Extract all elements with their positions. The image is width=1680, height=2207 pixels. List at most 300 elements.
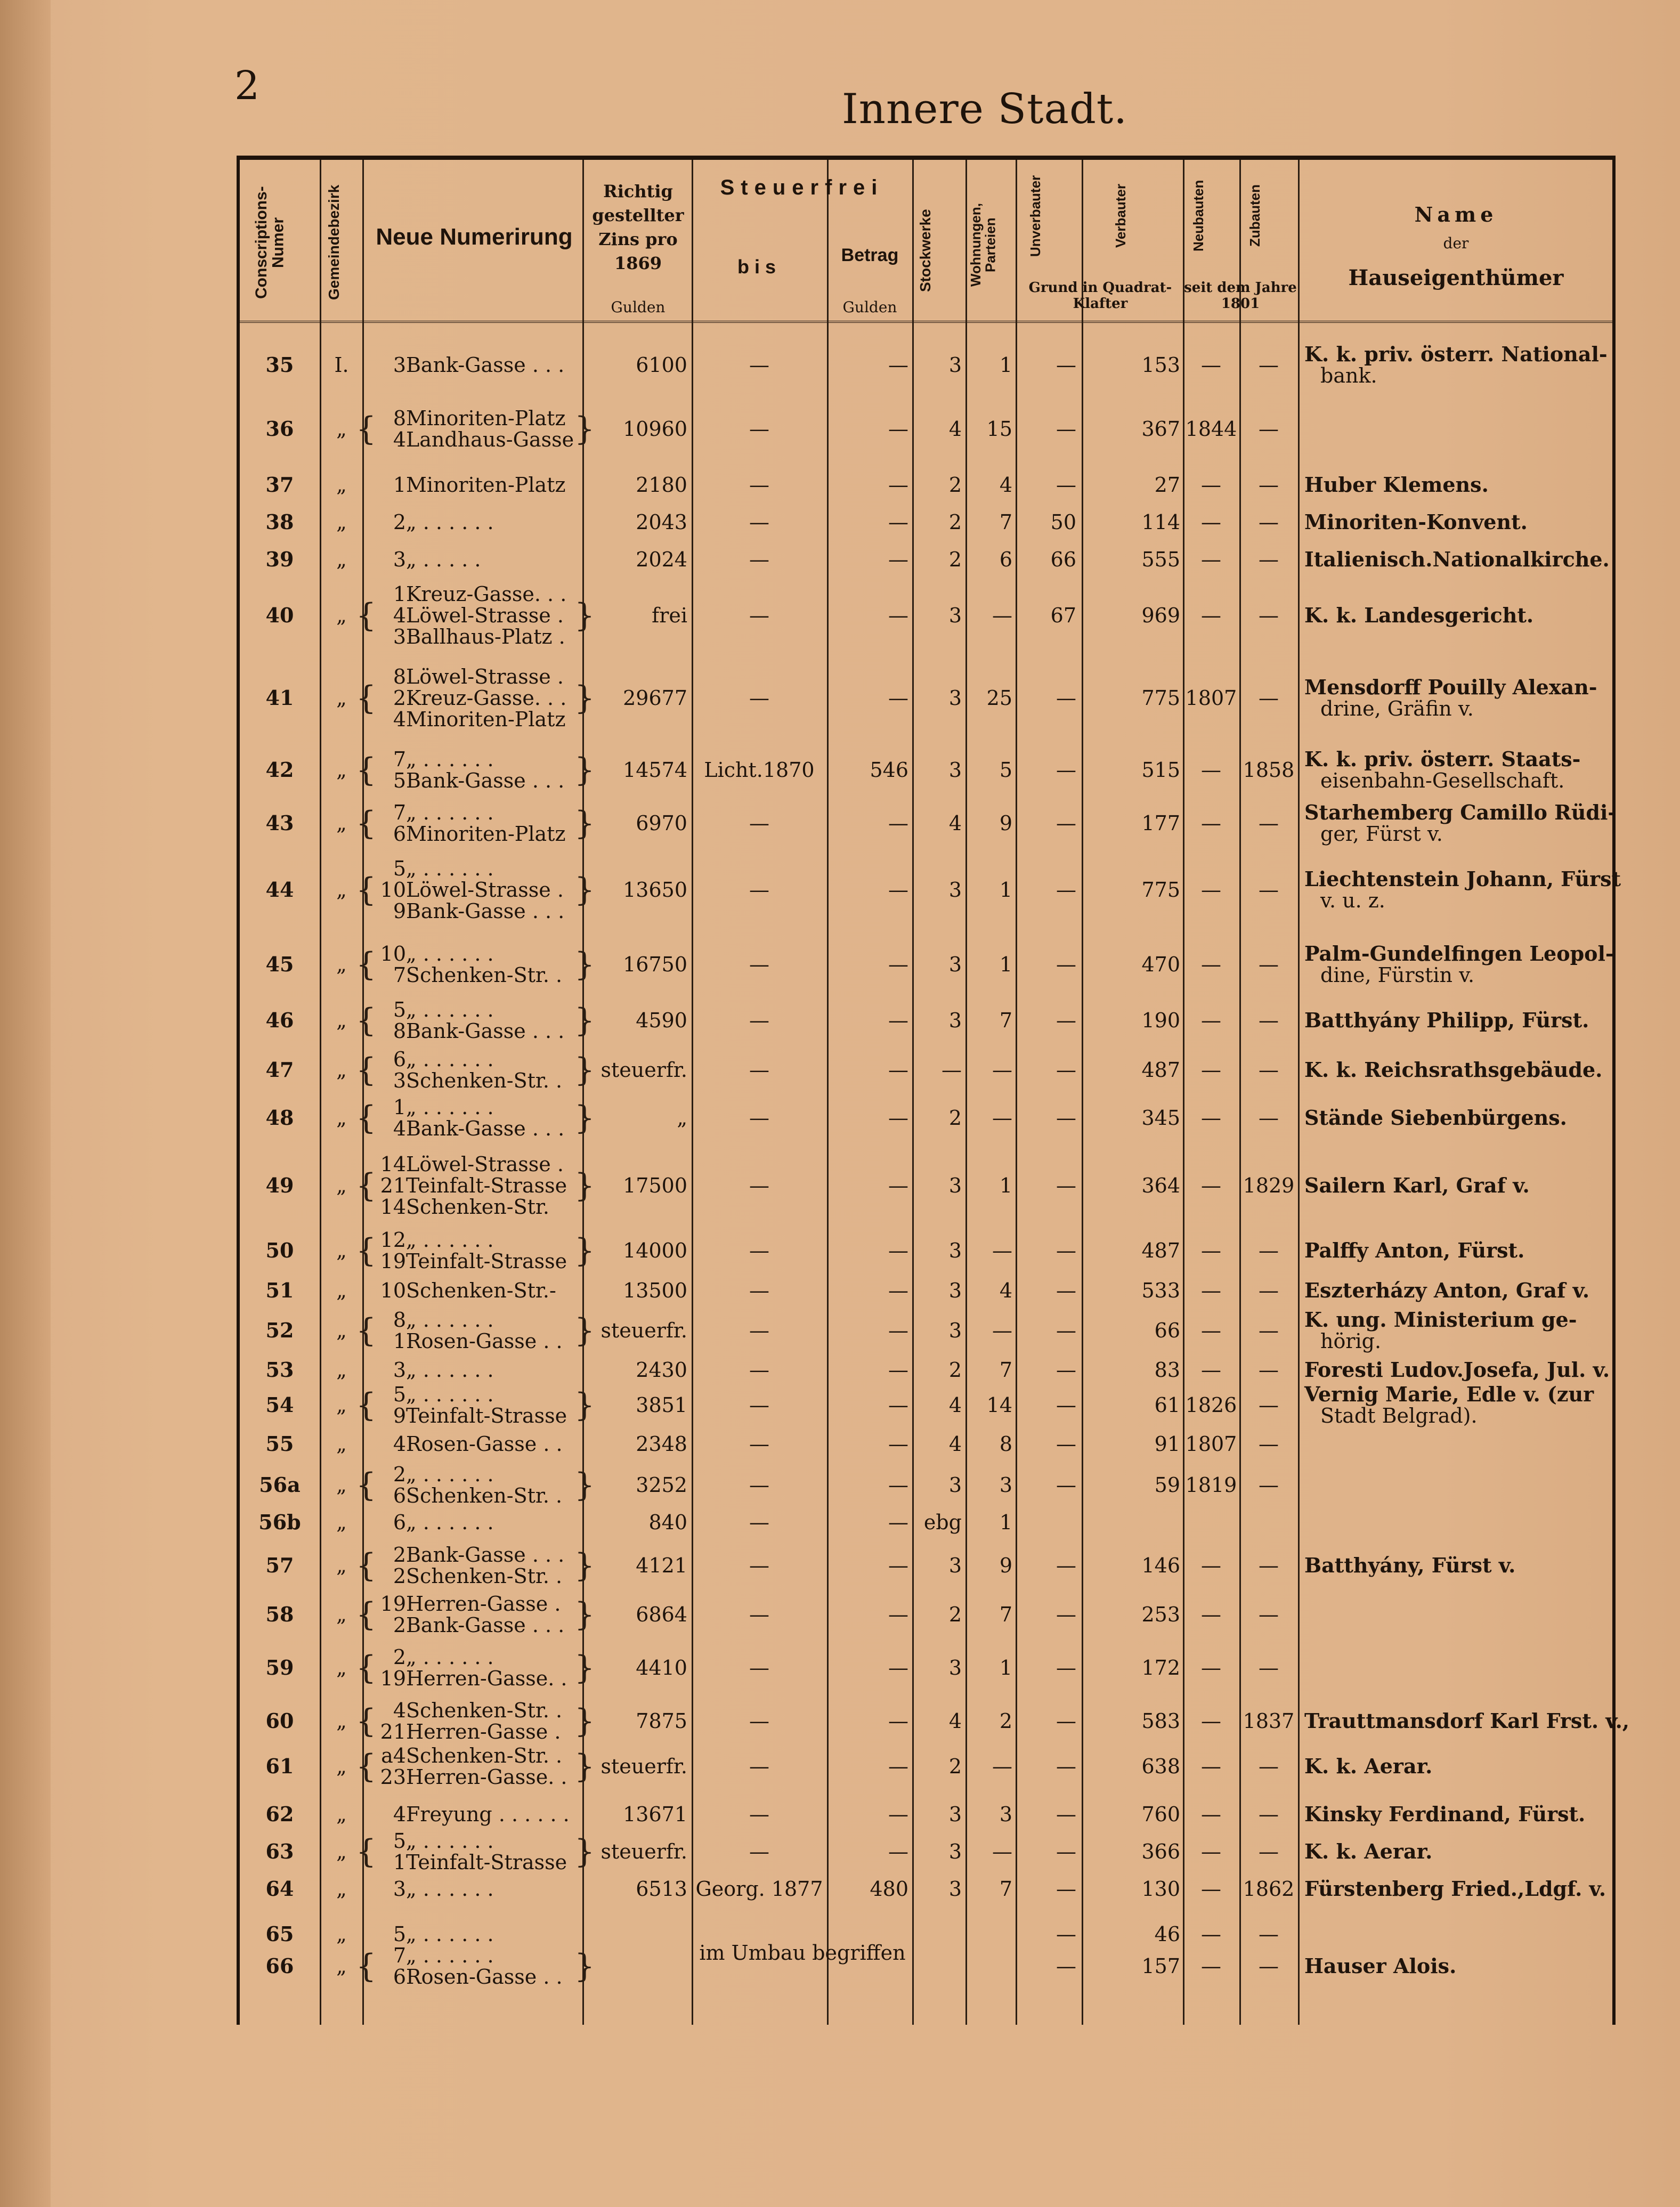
row-house-number: 6 (393, 822, 406, 846)
row-street: Schenken-Str. . (406, 1744, 563, 1767)
row-owner-name: K. k. priv. österr. National- (1304, 342, 1608, 366)
row-new-building: — (1201, 1319, 1221, 1342)
row-undeveloped: — (1056, 1058, 1076, 1082)
row-street: Herren-Gasse. . (406, 1765, 567, 1789)
row-conscription-no: 64 (265, 1877, 294, 1901)
row-taxfree-until: — (749, 1656, 769, 1679)
header-rent-3: Zins pro (598, 229, 678, 249)
row-street: Minoriten-Platz (406, 822, 566, 846)
row-developed: 487 (1141, 1058, 1180, 1082)
row-street: „ . . . . . . (406, 942, 494, 965)
row-addition: — (1259, 1603, 1279, 1626)
brace-mark: } (574, 1232, 595, 1269)
row-taxfree-amount: — (888, 1511, 908, 1534)
row-rent: 10960 (623, 417, 687, 441)
row-apartments: 1 (999, 1174, 1012, 1197)
row-addition: — (1259, 473, 1279, 497)
row-house-number: 14 (380, 1195, 406, 1219)
row-street: Kreuz-Gasse. . . (406, 686, 567, 710)
row-new-building: — (1201, 1840, 1221, 1863)
row-rent: 6970 (636, 812, 687, 835)
row-owner-name: K. k. Reichsrathsgebäude. (1304, 1058, 1603, 1082)
row-floors: 3 (948, 1656, 962, 1679)
row-house-number: 9 (393, 899, 406, 923)
row-addition: — (1259, 1554, 1279, 1577)
row-conscription-no: 55 (265, 1432, 294, 1456)
row-conscription-no: 56a (259, 1473, 301, 1497)
header-since-unit: seit dem Jahre 1801 (1184, 280, 1297, 312)
row-new-building: — (1201, 1009, 1221, 1032)
row-rent: 13650 (623, 878, 687, 902)
row-taxfree-until: Licht.1870 (704, 758, 815, 782)
row-house-number: 8 (393, 1308, 406, 1332)
header-apartments: Wohnungen, Parteien (968, 203, 999, 287)
row-developed: 533 (1141, 1279, 1180, 1302)
row-house-number: 21 (380, 1174, 406, 1197)
row-new-building: — (1201, 1656, 1221, 1679)
row-street: Schenken-Str. . (406, 1484, 563, 1507)
header-amount-unit: Gulden (842, 298, 897, 316)
row-rent: 6864 (636, 1603, 687, 1626)
row-taxfree-until: — (749, 1554, 769, 1577)
row-street: Löwel-Strasse . (406, 878, 564, 902)
row-taxfree-until: — (749, 1803, 769, 1826)
header-owner-3: Hauseigenthümer (1348, 265, 1564, 290)
row-floors: 2 (948, 548, 962, 571)
row-new-building: 1826 (1185, 1393, 1237, 1417)
row-developed: 114 (1141, 510, 1180, 534)
row-house-number: 8 (393, 407, 406, 430)
row-district: „ (336, 1009, 347, 1032)
row-owner-name: Foresti Ludov.Josefa, Jul. v. (1304, 1358, 1610, 1382)
row-addition: — (1259, 686, 1279, 710)
row-new-building: — (1201, 1954, 1221, 1978)
row-conscription-no: 56b (258, 1510, 301, 1534)
row-house-number: 3 (393, 548, 406, 571)
row-street: „ . . . . . . (406, 1511, 494, 1534)
row-house-number: 2 (393, 1463, 406, 1486)
row-new-building: — (1201, 548, 1221, 571)
row-house-number: 7 (393, 963, 406, 987)
row-conscription-no: 44 (265, 878, 294, 902)
column-rule (912, 160, 914, 2025)
brace-mark: } (574, 1167, 595, 1204)
row-house-number: 19 (380, 1249, 406, 1273)
brace-mark: { (356, 1167, 377, 1204)
row-house-number: 5 (393, 998, 406, 1021)
row-district: I. (334, 353, 349, 377)
row-street: Schenken-Str. (406, 1195, 549, 1219)
row-house-number: 4 (393, 604, 406, 627)
row-new-building: — (1201, 1877, 1221, 1901)
row-floors: ebg (923, 1511, 962, 1534)
row-addition: — (1259, 1473, 1279, 1497)
row-rent: „ (677, 1106, 687, 1130)
brace-mark: { (356, 679, 377, 717)
rebuild-note: im Umbau begriffen (699, 1941, 906, 1965)
row-house-number: 4 (393, 1699, 406, 1722)
row-taxfree-until: — (749, 1840, 769, 1863)
row-addition: — (1259, 548, 1279, 571)
row-street: Löwel-Strasse . (406, 1153, 564, 1176)
row-new-building: — (1201, 510, 1221, 534)
row-owner-name: eisenbahn-Gesellschaft. (1320, 769, 1565, 792)
row-apartments: 2 (999, 1709, 1012, 1733)
row-conscription-no: 39 (265, 547, 294, 571)
row-floors: 3 (948, 353, 962, 377)
row-addition: — (1259, 1058, 1279, 1082)
header-new-numbering: Neue Numerirung (376, 224, 573, 250)
row-new-building: — (1201, 1603, 1221, 1626)
brace-mark: } (574, 1466, 595, 1504)
row-house-number: 2 (393, 1543, 406, 1567)
row-street: „ . . . . . . (406, 748, 494, 771)
row-developed: 253 (1141, 1603, 1180, 1626)
row-developed: 59 (1154, 1473, 1180, 1497)
row-apartments: 1 (999, 1656, 1012, 1679)
row-addition: — (1259, 1954, 1279, 1978)
row-street: „ . . . . . . (406, 510, 494, 534)
brace-mark: } (574, 1547, 595, 1584)
brace-mark: } (574, 871, 595, 908)
row-apartments: 4 (999, 1279, 1012, 1302)
row-addition: — (1259, 1922, 1279, 1946)
row-district: „ (336, 417, 347, 441)
row-rent: 6513 (636, 1877, 687, 1901)
row-developed: 775 (1141, 878, 1180, 902)
row-taxfree-amount: — (888, 353, 908, 377)
row-street: Schenken-Str. . (406, 963, 563, 987)
row-owner-name: Hauser Alois. (1304, 1954, 1457, 1978)
header-until: bis (737, 256, 781, 278)
row-floors: 2 (948, 510, 962, 534)
row-house-number: 3 (393, 1877, 406, 1901)
row-apartments: 1 (999, 878, 1012, 902)
row-taxfree-until: — (749, 1358, 769, 1382)
row-rent: 14574 (623, 758, 687, 782)
brace-mark: } (574, 410, 595, 448)
row-street: Rosen-Gasse . . (406, 1329, 563, 1353)
row-apartments: 6 (999, 548, 1012, 571)
row-floors: 2 (948, 1358, 962, 1382)
row-district: „ (336, 812, 347, 835)
row-taxfree-until: — (749, 1709, 769, 1733)
row-apartments: 9 (999, 812, 1012, 835)
row-street: „ . . . . . . (406, 998, 494, 1021)
brace-mark: } (574, 1051, 595, 1089)
row-undeveloped: 67 (1050, 604, 1076, 627)
brace-mark: } (574, 751, 595, 789)
header-land-unit: Grund in Quadrat-Klafter (1028, 280, 1172, 312)
row-developed: 366 (1141, 1840, 1180, 1863)
row-rent: steuerfr. (600, 1058, 687, 1082)
header-owner-1: Name (1414, 202, 1498, 226)
row-owner-name: Liechtenstein Johann, Fürst (1304, 867, 1621, 891)
row-developed: 83 (1154, 1358, 1180, 1382)
row-addition: — (1259, 1009, 1279, 1032)
row-addition: — (1259, 1803, 1279, 1826)
row-new-building: — (1201, 1803, 1221, 1826)
row-addition: 1829 (1243, 1174, 1295, 1197)
row-undeveloped: — (1056, 1279, 1076, 1302)
row-developed: 969 (1141, 604, 1180, 627)
header-amount: Betrag (841, 245, 899, 265)
row-taxfree-amount: — (888, 1840, 908, 1863)
row-undeveloped: — (1056, 1393, 1076, 1417)
row-district: „ (336, 953, 347, 976)
row-street: „ . . . . . . (406, 1228, 494, 1252)
row-new-building: — (1201, 1174, 1221, 1197)
row-taxfree-until: — (749, 1603, 769, 1626)
row-street: „ . . . . . . (406, 1645, 494, 1669)
row-conscription-no: 47 (265, 1058, 294, 1082)
row-undeveloped: — (1056, 1877, 1076, 1901)
row-addition: — (1259, 604, 1279, 627)
row-floors: — (942, 1058, 962, 1082)
row-floors: 4 (948, 812, 962, 835)
row-floors: 3 (948, 1279, 962, 1302)
row-conscription-no: 63 (265, 1839, 294, 1863)
row-street: „ . . . . . . (406, 1358, 494, 1382)
row-new-building: — (1201, 1755, 1221, 1778)
row-conscription-no: 51 (265, 1278, 294, 1302)
row-rent: steuerfr. (600, 1319, 687, 1342)
row-house-number: 3 (393, 1358, 406, 1382)
header-conscription: Conscriptions-Numer (253, 186, 287, 299)
row-district: „ (336, 1603, 347, 1626)
row-street: „ . . . . . (406, 548, 481, 571)
row-floors: 2 (948, 473, 962, 497)
row-street: Schenken-Str. . (406, 1699, 563, 1722)
row-addition: 1837 (1243, 1709, 1295, 1733)
row-new-building: — (1201, 604, 1221, 627)
brace-mark: } (574, 805, 595, 842)
row-taxfree-until: — (749, 473, 769, 497)
row-floors: 3 (948, 604, 962, 627)
row-apartments: 7 (999, 1603, 1012, 1626)
row-taxfree-until: — (749, 1432, 769, 1456)
brace-mark: } (574, 1099, 595, 1137)
row-conscription-no: 45 (265, 952, 294, 976)
row-taxfree-until: — (749, 353, 769, 377)
row-rent: 14000 (623, 1239, 687, 1262)
header-additions: Zubauten (1247, 184, 1263, 247)
row-street: Teinfalt-Strasse (406, 1851, 567, 1874)
row-taxfree-until: Georg. 1877 (695, 1877, 823, 1901)
row-taxfree-amount: — (888, 1239, 908, 1262)
brace-mark: { (356, 597, 377, 634)
row-owner-name: Batthyány Philipp, Fürst. (1304, 1008, 1589, 1032)
row-house-number: 19 (380, 1667, 406, 1690)
row-developed: 157 (1141, 1954, 1180, 1978)
row-owner-name: K. k. Aerar. (1304, 1754, 1433, 1778)
row-new-building: — (1201, 878, 1221, 902)
row-district: „ (336, 1174, 347, 1197)
row-new-building: — (1201, 1106, 1221, 1130)
row-new-building: — (1201, 812, 1221, 835)
row-district: „ (336, 1279, 347, 1302)
row-district: „ (336, 1803, 347, 1826)
brace-mark: } (574, 1702, 595, 1740)
row-house-number: 1 (393, 473, 406, 497)
row-conscription-no: 60 (265, 1709, 294, 1733)
row-taxfree-amount: — (888, 1009, 908, 1032)
column-rule (965, 160, 967, 2025)
row-apartments: 4 (999, 473, 1012, 497)
row-district: „ (336, 1656, 347, 1679)
row-street: Bank-Gasse . . . (406, 769, 565, 792)
row-undeveloped: — (1056, 1656, 1076, 1679)
row-district: „ (336, 510, 347, 534)
brace-mark: { (356, 1099, 377, 1137)
column-rule (1082, 160, 1083, 2025)
row-rent: 13671 (623, 1803, 687, 1826)
row-district: „ (336, 1877, 347, 1901)
row-undeveloped: — (1056, 1319, 1076, 1342)
row-street: Bank-Gasse . . . (406, 1117, 565, 1140)
row-apartments: 14 (986, 1393, 1012, 1417)
brace-mark: { (356, 1386, 377, 1424)
row-undeveloped: — (1056, 1922, 1076, 1946)
row-conscription-no: 57 (265, 1553, 294, 1577)
row-apartments: — (992, 1755, 1012, 1778)
row-house-number: 7 (393, 748, 406, 771)
row-street: Herren-Gasse . (406, 1720, 561, 1743)
row-house-number: 5 (393, 769, 406, 792)
row-developed: 27 (1154, 473, 1180, 497)
row-undeveloped: — (1056, 1709, 1076, 1733)
row-floors: 4 (948, 1709, 962, 1733)
row-rent: 4121 (636, 1554, 687, 1577)
row-owner-name: ger, Fürst v. (1320, 822, 1443, 846)
row-house-number: 6 (393, 1048, 406, 1071)
row-developed: 345 (1141, 1106, 1180, 1130)
header-floors: Stockwerke (917, 209, 934, 292)
row-taxfree-amount: — (888, 812, 908, 835)
row-conscription-no: 35 (265, 353, 294, 377)
row-developed: 487 (1141, 1239, 1180, 1262)
row-house-number: 7 (393, 1944, 406, 1967)
row-apartments: 7 (999, 1009, 1012, 1032)
row-district: „ (336, 1358, 347, 1382)
row-house-number: 21 (380, 1720, 406, 1743)
row-street: Teinfalt-Strasse (406, 1174, 567, 1197)
header-district: Gemeindebezirk (326, 184, 342, 301)
row-district: „ (336, 1755, 347, 1778)
row-house-number: 5 (393, 1922, 406, 1946)
row-conscription-no: 37 (265, 473, 294, 497)
row-taxfree-until: — (749, 953, 769, 976)
column-rule (692, 160, 693, 2025)
row-new-building: — (1201, 473, 1221, 497)
row-district: „ (336, 1840, 347, 1863)
row-apartments: — (992, 1239, 1012, 1262)
row-street: Schenken-Str. . (406, 1564, 563, 1588)
row-street: Löwel-Strasse . (406, 665, 564, 688)
row-house-number: 3 (393, 625, 406, 648)
header-new-buildings: Neubauten (1190, 180, 1206, 252)
row-addition: — (1259, 1755, 1279, 1778)
row-district: „ (336, 878, 347, 902)
row-floors: 3 (948, 686, 962, 710)
column-rule (1239, 160, 1241, 2025)
brace-mark: } (574, 1833, 595, 1870)
row-street: Bank-Gasse . . . (406, 353, 565, 377)
row-house-number: 2 (393, 1564, 406, 1588)
row-conscription-no: 61 (265, 1754, 294, 1778)
row-undeveloped: — (1056, 686, 1076, 710)
row-floors: 3 (948, 1877, 962, 1901)
row-district: „ (336, 1511, 347, 1534)
row-taxfree-amount: — (888, 417, 908, 441)
row-rent: 840 (648, 1511, 687, 1534)
row-apartments: — (992, 604, 1012, 627)
header-developed: Verbauter (1113, 184, 1129, 248)
brace-mark: } (574, 1002, 595, 1039)
row-developed: 555 (1141, 548, 1180, 571)
row-house-number: 10 (380, 1279, 406, 1302)
column-rule (1612, 160, 1616, 2025)
row-new-building: — (1201, 1239, 1221, 1262)
header-rent-unit: Gulden (611, 298, 665, 316)
header-rule (237, 321, 1616, 323)
row-district: „ (336, 686, 347, 710)
row-floors: 4 (948, 417, 962, 441)
row-taxfree-until: — (749, 1755, 769, 1778)
row-taxfree-until: — (749, 1511, 769, 1534)
row-addition: — (1259, 417, 1279, 441)
row-developed: 172 (1141, 1656, 1180, 1679)
row-street: Freyung . . . . . . (406, 1803, 570, 1826)
row-undeveloped: — (1056, 758, 1076, 782)
brace-mark: } (574, 946, 595, 983)
row-new-building: — (1201, 953, 1221, 976)
row-conscription-no: 40 (265, 603, 294, 627)
row-taxfree-until: — (749, 1106, 769, 1130)
row-apartments: 7 (999, 1358, 1012, 1382)
row-new-building: — (1201, 353, 1221, 377)
row-district: „ (336, 1058, 347, 1082)
brace-mark: { (356, 1051, 377, 1089)
row-street: „ . . . . . . (406, 1096, 494, 1119)
row-street: Minoriten-Platz (406, 473, 566, 497)
row-addition: — (1259, 1239, 1279, 1262)
row-street: „ . . . . . . (406, 1383, 494, 1406)
row-rent: 2180 (636, 473, 687, 497)
brace-mark: { (356, 805, 377, 842)
row-owner-name: Huber Klemens. (1304, 473, 1489, 497)
row-house-number: 5 (393, 1829, 406, 1853)
row-new-building: — (1201, 1058, 1221, 1082)
brace-mark: } (574, 1312, 595, 1349)
row-rent: 4590 (636, 1009, 687, 1032)
row-taxfree-amount: — (888, 1709, 908, 1733)
row-street: Löwel-Strasse . (406, 604, 564, 627)
row-owner-name: Minoriten-Konvent. (1304, 510, 1528, 534)
row-addition: 1862 (1243, 1877, 1295, 1901)
row-apartments: 1 (999, 353, 1012, 377)
row-taxfree-amount: — (888, 1106, 908, 1130)
row-floors: 4 (948, 1393, 962, 1417)
row-addition: — (1259, 1279, 1279, 1302)
row-street: Teinfalt-Strasse (406, 1249, 567, 1273)
header-rent-4: 1869 (614, 253, 662, 273)
header-undeveloped: Unverbauter (1027, 175, 1043, 257)
row-house-number: 9 (393, 1404, 406, 1427)
brace-mark: } (574, 1596, 595, 1633)
row-owner-name: hörig. (1320, 1329, 1382, 1353)
row-undeveloped: — (1056, 1803, 1076, 1826)
